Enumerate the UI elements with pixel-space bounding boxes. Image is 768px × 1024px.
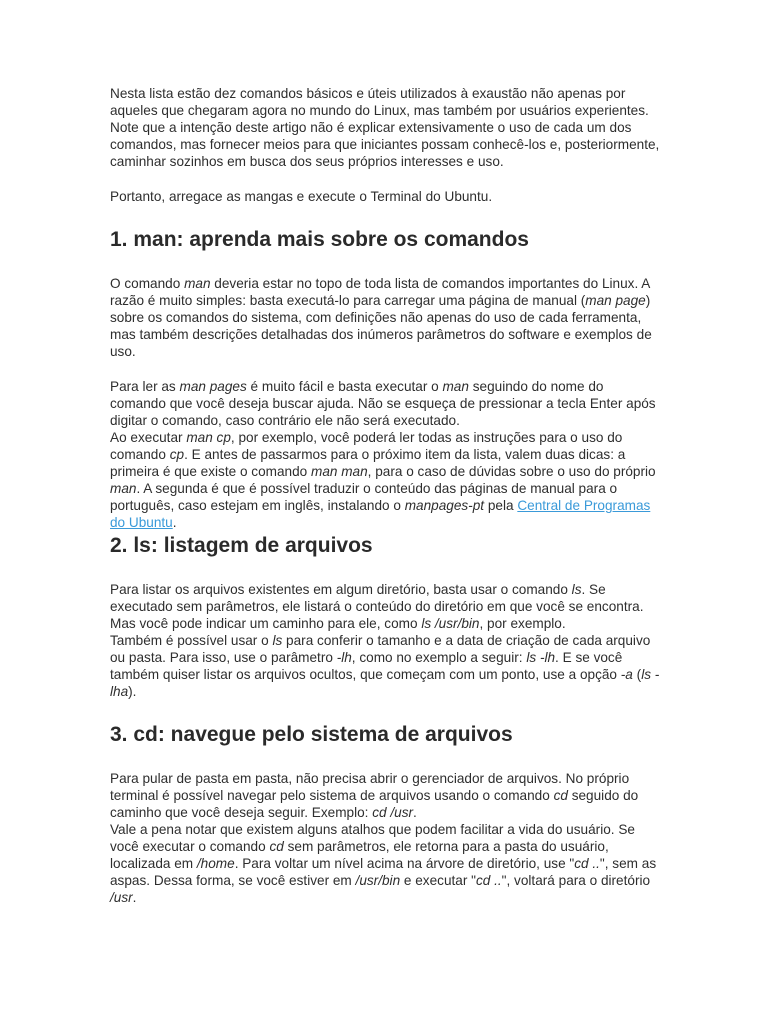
section-1-paragraph-2: Para ler as man pages é muito fácil e basta executar o man seguindo do nome do comando que você deseja buscar ajuda. Não se esqueça de pressionar a tecla Enter após digitar o comando, caso contrário ele não será executado.	[110, 379, 656, 428]
intro-paragraph-2: Portanto, arregace as mangas e execute o Terminal do Ubuntu.	[110, 189, 493, 204]
section-3-paragraph-1: Para pular de pasta em pasta, não precisa abrir o gerenciador de arquivos. No próprio terminal é possível navegar pelo sistema de arquivos usando o comando cd seguido do caminho que você deseja seguir. Exemplo: cd /usr.	[110, 771, 639, 820]
section-3-heading: 3. cd: navegue pelo sistema de arquivos	[110, 723, 513, 746]
section-2-heading: 2. ls: listagem de arquivos	[110, 534, 373, 557]
section-1-paragraph-3: Ao executar man cp, por exemplo, você poderá ler todas as instruções para o uso do comando cp. E antes de passarmos para o próximo item da lista, valem duas dicas: a primeira é que existe o comando man man, para o caso de dúvidas sobre o uso do próprio man. A segunda é que é possível traduzir o conteúdo das páginas de manual para o português, caso estejam em inglês, instalando o manpages-pt pela Central de Programas do Ubuntu.	[110, 430, 656, 530]
central-de-programas-link[interactable]: Central de Programas do Ubuntu	[110, 498, 651, 530]
section-2-paragraph-2: Também é possível usar o ls para conferir o tamanho e a data de criação de cada arquivo ou pasta. Para isso, use o parâmetro -lh, como no exemplo a seguir: ls -lh. E se você também quiser listar os arquivos ocultos, que começam com um ponto, use a opção -a (ls -lha).	[110, 633, 660, 699]
intro-paragraph-1: Nesta lista estão dez comandos básicos e úteis utilizados à exaustão não apenas por aqueles que chegaram agora no mundo do Linux, mas também por usuários experientes. Note que a intenção deste artigo não é explicar extensivamente o uso de cada um dos comandos, mas fornecer meios para que iniciantes possam conhecê-los e, posteriormente, caminhar sozinhos em busca dos seus próprios interesses e uso.	[110, 86, 660, 169]
article-body	[110, 85, 660, 906]
section-2-paragraph-1: Para listar os arquivos existentes em algum diretório, basta usar o comando ls. Se executado sem parâmetros, ele listará o conteúdo do diretório em que você se encontra. Mas você pode indicar um caminho para ele, como ls /usr/bin, por exemplo.	[110, 582, 644, 631]
section-1-heading: 1. man: aprenda mais sobre os comandos	[110, 228, 529, 251]
section-3-paragraph-2: Vale a pena notar que existem alguns atalhos que podem facilitar a vida do usuário. Se você executar o comando cd sem parâmetros, ele retorna para a pasta do usuário, localizada em /home. Para voltar um nível acima na árvore de diretório, use "cd ..", sem as aspas. Dessa forma, se você estiver em /usr/bin e executar "cd ..", voltará para o diretório /usr.	[110, 822, 657, 905]
section-1-paragraph-1: O comando man deveria estar no topo de toda lista de comandos importantes do Linux. A razão é muito simples: basta executá-lo para carregar uma página de manual (man page) sobre os comandos do sistema, com definições não apenas do uso de cada ferramenta, mas também descrições detalhadas dos inúmeros parâmetros do software e exemplos de uso.	[110, 276, 652, 359]
